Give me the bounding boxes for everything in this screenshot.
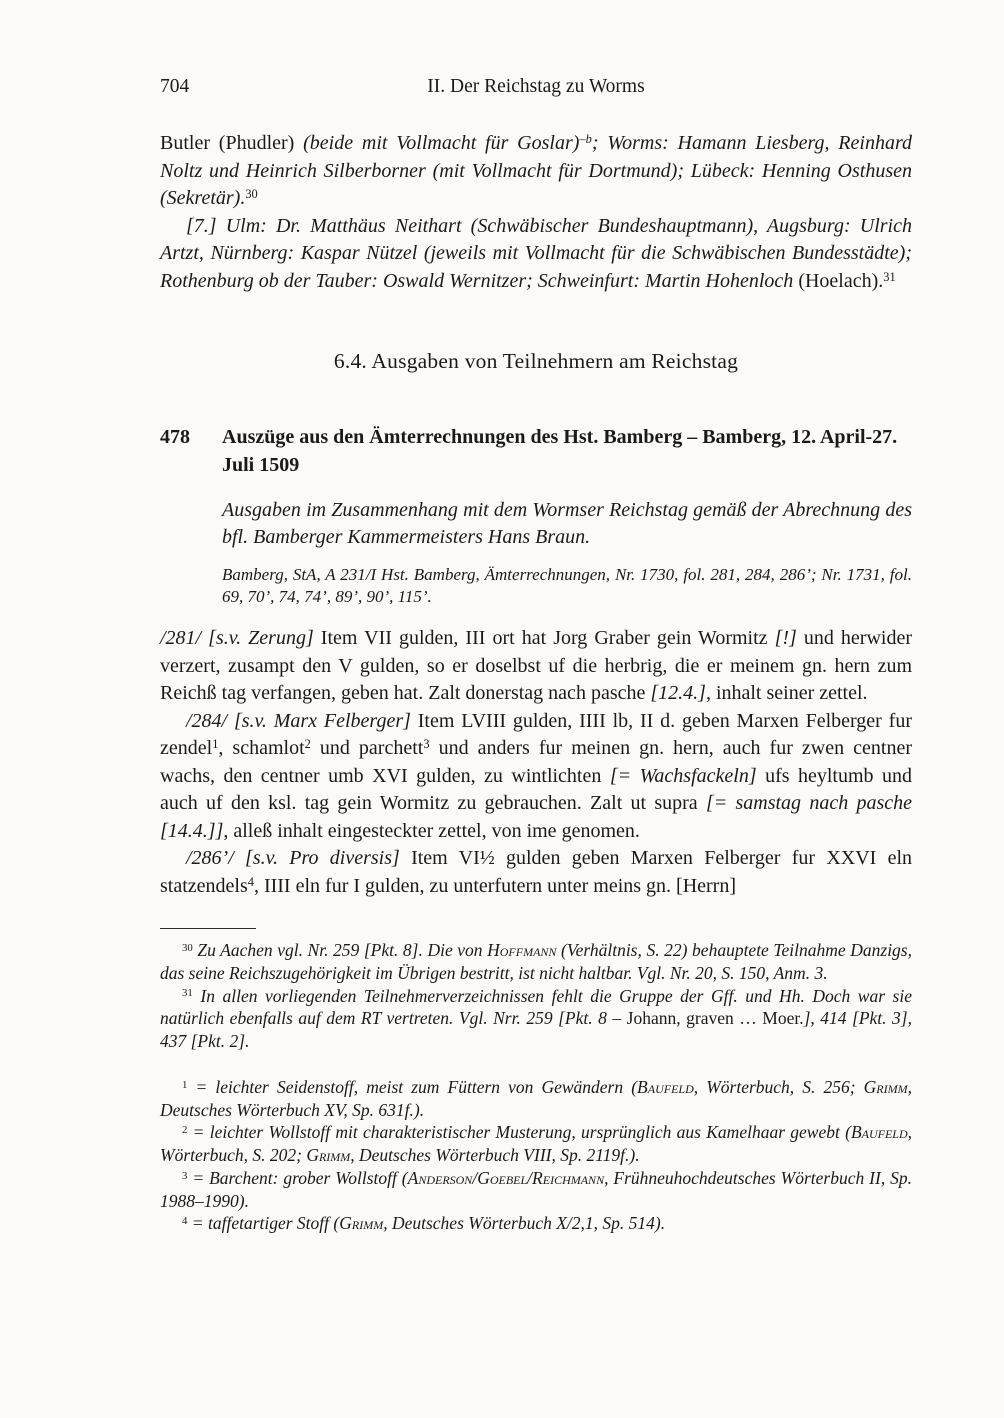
entry-number: 478 [160,426,190,448]
paragraph-fol-281: /281/ [s.v. Zerung] Item VII gulden, III ort hat Jorg Graber gein Wormitz [!] und herwider verzert, zusampt den V gulden, so er doselbst uf die herbrig, die er meinem gn. hern zum Reichß tag verfangen, geben hat. Zalt donerstag nach pasche [12.4.], inhalt seiner zettel. [160,627,913,705]
paragraph-delegates-goslar-worms-luebeck: Butler (Phudler) (beide mit Vollmacht für Goslar)$^{-b}$; Worms: Hamann Liesberg, Reinhard Noltz und Heinrich Silberborner (mit Vollmacht für Dortmund); Lübeck: Henning Osthusen (Sekretär).$^{30}$ [160,132,912,209]
footnote-30: $^{30}$ Zu Aachen vgl. Nr. 259 [Pkt. 8]. Die von Hoffmann (Verhältnis, S. 22) behauptete Teilnahme Danzigs, das seine Reichszugehörigkeit im Übrigen bestritt, ist nicht haltbar. Vgl. Nr. 20, S. 150, Anm. 3. [160,940,912,983]
entry-header [160,424,912,479]
page-number: 704 [160,76,190,97]
running-header-title: II. Der Reichstag zu Worms [427,76,645,97]
footnote-2: $^2$ = leichter Wollstoff mit charakteristischer Musterung, ursprünglich aus Kamelhaar gewebt (Baufeld, Wörterbuch, S. 202; Grimm, Deutsches Wörterbuch VIII, Sp. 2119f.). [160,1122,912,1166]
footnote-31: $^{31}$ In allen vorliegenden Teilnehmerverzeichnissen fehlt die Gruppe der Gff. und Hh. Doch war sie natürlich ebenfalls auf dem RT vertreten. Vgl. Nrr. 259 [Pkt. 8 – Johann, graven … Moer.], 414 [Pkt. 3], 437 [Pkt. 2]. [160,985,912,1052]
section-heading: 6.4. Ausgaben von Teilnehmern am Reichstag [333,349,739,373]
footnote-separator [160,928,256,929]
entry-source-citation: Bamberg, StA, A 231/I Hst. Bamberg, Ämterrechnungen, Nr. 1730, fol. 281, 284, 286’; Nr. 1731, fol. 69, 70’, 74, 74’, 89’, 90’, 115’. [222,564,912,607]
entry-regest: Ausgaben im Zusammenhang mit dem Wormser Reichstag gemäß der Abrechnung des bfl. Bamberger Kammermeisters Hans Braun. [222,499,912,549]
running-head [160,76,912,98]
paragraph-fol-284: /284/ [s.v. Marx Felberger] Item LVIII gulden, IIII lb, II d. geben Marxen Felberger fur zendel$^1$, schamlot$^2$ und parchett$^3$ und anders fur meinen gn. hern, auch fur zwen centner wachs, den centner umb XVI gulden, zu wintlichten [= Wachsfackeln] ufs heyltumb und auch uf den ksl. tag gein Wormitz zu gebrauchen. Zalt ut supra [= samstag nach pasche [14.4.]], alleß inhalt eingesteckter zettel, von ime genomen. [160,709,912,842]
footnote-3: $^3$ = Barchent: grober Wollstoff (Anderson/Goebel/Reichmann, Frühneuhochdeutsches Wörterbuch II, Sp. 1988–1990). [160,1167,912,1211]
paragraph-fol-286: /286’/ [s.v. Pro diversis] Item VI½ gulden geben Marxen Felberger fur XXVI eln statzendels$^4$, IIII eln fur I gulden, zu unterfutern unter meins gn. [Herrn] [160,847,913,897]
text-block [160,130,912,1235]
footnote-1: $^1$ = leichter Seidenstoff, meist zum Füttern von Gewändern (Baufeld, Wörterbuch, S. 256; Grimm, Deutsches Wörterbuch XV, Sp. 631f.). [160,1076,912,1120]
entry-title: Auszüge aus den Ämterrechnungen des Hst. Bamberg – Bamberg, 12. April-27. Juli 1509 [222,426,898,476]
editorial-footnotes [160,939,912,1053]
paragraph-delegates-swabian-cities: [7.] Ulm: Dr. Matthäus Neithart (Schwäbischer Bundeshauptmann), Augsburg: Ulrich Artzt, Nürnberg: Kaspar Nützel (jeweils mit Vollmacht für die Schwäbischen Bundesstädte); Rothenburg ob der Tauber: Oswald Wernitzer; Schweinfurt: Martin Hohenloch (Hoelach).$^{31}$ [160,214,912,292]
footnote-4: $^4$ = taffetartiger Stoff (Grimm, Deutsches Wörterbuch X/2,1, Sp. 514). [182,1213,666,1234]
textual-footnotes [160,1076,912,1235]
